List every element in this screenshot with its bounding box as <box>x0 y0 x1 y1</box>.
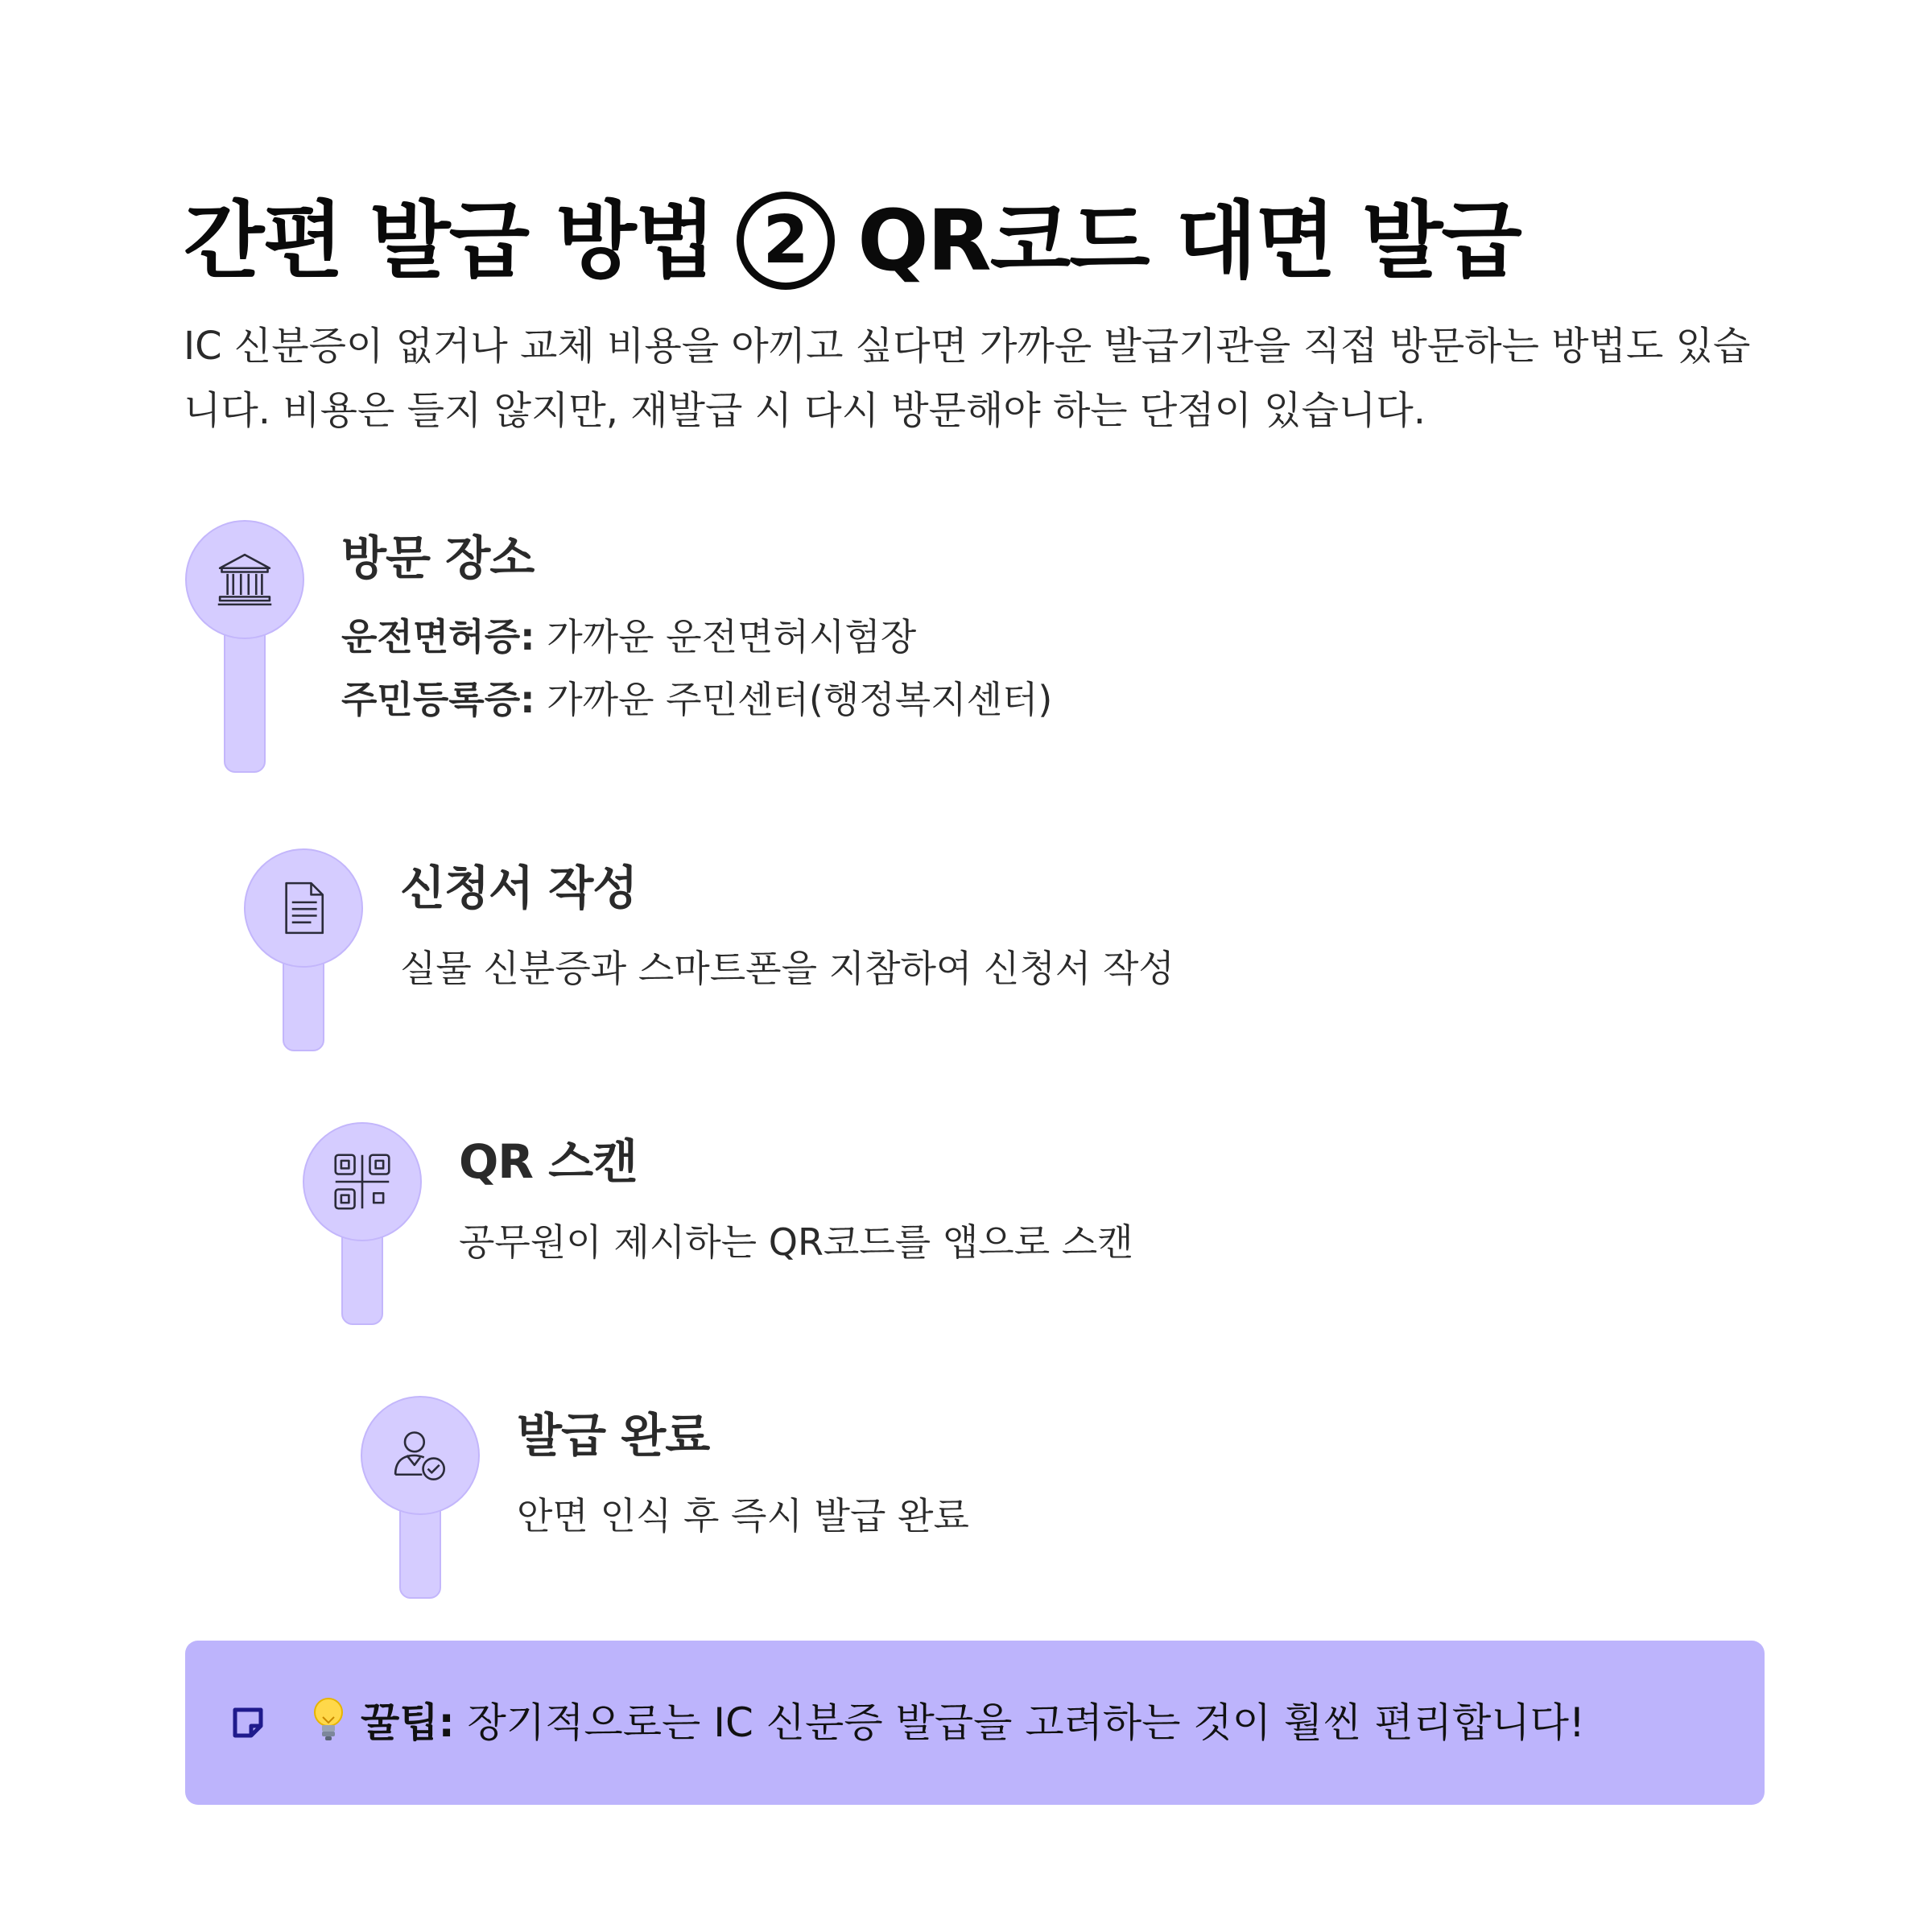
line-text: 가까운 주민센터(행정복지센터) <box>535 678 1053 721</box>
tip-message: 장기적으로는 IC 신분증 발급을 고려하는 것이 훨씬 편리합니다! <box>454 1699 1585 1746</box>
document-icon <box>244 848 363 968</box>
page-title <box>184 192 1521 290</box>
step-title: 신청서 작성 <box>400 861 638 915</box>
step-description: 안면 인식 후 즉시 발급 완료 <box>517 1494 969 1538</box>
step-content <box>517 1408 969 1547</box>
bank-icon <box>185 520 304 639</box>
line-label: 운전면허증: <box>341 615 535 658</box>
line-text: 가까운 운전면허시험장 <box>535 615 917 658</box>
step-line-resident-card <box>341 668 1052 731</box>
tip-label: 꿀팁: <box>361 1699 455 1746</box>
title-prefix: 간편 발급 방법 <box>184 191 715 290</box>
step-content <box>459 1134 1133 1274</box>
step-line-driver-license <box>341 605 1052 668</box>
circled-number-badge: 2 <box>737 192 835 290</box>
step-title: 발급 완료 <box>517 1408 710 1463</box>
tip-callout <box>185 1641 1765 1805</box>
qr-code-icon <box>303 1122 422 1241</box>
step-content <box>400 861 1174 1000</box>
tip-text <box>311 1694 1585 1752</box>
title-suffix: QR코드 대면 발급 <box>857 191 1521 290</box>
intro-paragraph: IC 신분증이 없거나 교체 비용을 아끼고 싶다면 가까운 발급기관을 직접 방문하는 방법도 있습니다. 비용은 들지 않지만, 재발급 시 다시 방문해야 하는 단점이 있습니다. <box>184 324 1751 433</box>
lightbulb-icon <box>311 1696 346 1744</box>
user-check-icon <box>361 1396 480 1515</box>
step-content <box>341 530 1053 731</box>
step-description: 실물 신분증과 스마트폰을 지참하여 신청서 작성 <box>400 947 1174 990</box>
step-title: QR 스캔 <box>459 1134 638 1189</box>
step-title: 방문 장소 <box>341 530 535 585</box>
step-description: 공무원이 제시하는 QR코드를 앱으로 스캔 <box>459 1220 1133 1264</box>
line-label: 주민등록증: <box>341 678 535 721</box>
sticky-note-icon <box>230 1705 266 1740</box>
